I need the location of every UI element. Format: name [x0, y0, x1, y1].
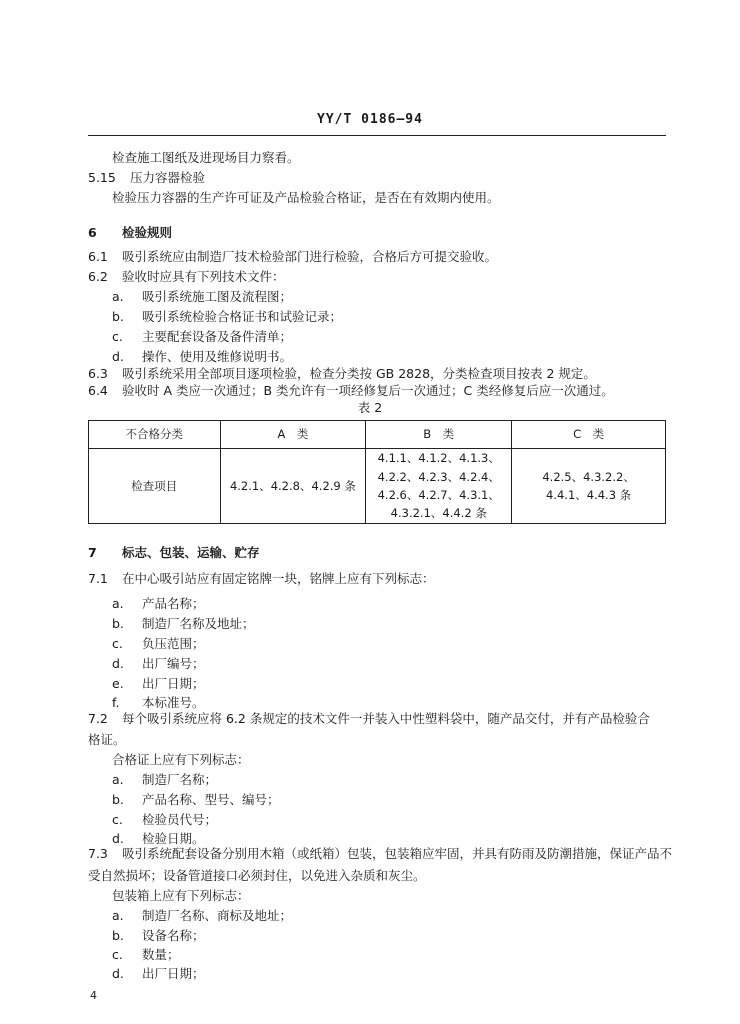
clause-number: 6.1 — [88, 249, 108, 264]
list-text: 制造厂名称及地址； — [142, 616, 255, 631]
clause-7-2-continuation: 格证。 — [88, 732, 126, 747]
list-label: b. — [112, 792, 124, 807]
list-item — [112, 351, 292, 364]
clause-6-1 — [88, 251, 497, 264]
cell-line: 4.2.2、4.2.3、4.2.4、 — [377, 469, 500, 484]
list-text: 出厂编号； — [142, 656, 205, 671]
list-text: 负压范围； — [142, 636, 205, 651]
cell-line: 4.1.1、4.1.2、4.1.3、 — [377, 451, 500, 466]
list-item — [112, 311, 342, 324]
list-item — [112, 618, 255, 631]
clause-7-2-lead: 合格证上应有下列标志： — [112, 752, 250, 767]
list-text: 制造厂名称； — [142, 772, 218, 787]
clause-5-15-heading — [88, 172, 205, 185]
list-item — [112, 331, 292, 344]
clause-7-3-lead: 包装箱上应有下列标志： — [112, 888, 250, 903]
list-label: c. — [112, 329, 123, 344]
clause-text: 在中心吸引站应有固定铭牌一块，铭牌上应有下列标志： — [122, 571, 435, 586]
list-text: 制造厂名称、商标及地址； — [142, 908, 293, 923]
header-cell-category: 不合格分类 — [89, 421, 221, 449]
table-header-row — [89, 421, 666, 449]
cell-line: 4.2.5、4.3.2.2、 — [542, 469, 635, 484]
list-text: 产品名称、型号、编号； — [142, 792, 280, 807]
list-label: a. — [112, 596, 124, 611]
list-label: d. — [112, 349, 124, 364]
list-label: e. — [112, 676, 124, 691]
list-item — [112, 658, 205, 671]
clause-text: 吸引系统采用全部项目逐项检验，检查分类按 GB 2828，分类检查项目按表 2 规定。 — [122, 366, 596, 381]
section-6-heading — [88, 227, 172, 240]
clause-5-15-text: 检验压力容器的生产许可证及产品检验合格证，是否在有效期内使用。 — [112, 190, 500, 205]
header-cell-c: C 类 — [512, 421, 666, 449]
list-text: 主要配套设备及备件清单； — [142, 329, 293, 344]
list-text: 出厂日期； — [142, 676, 205, 691]
continuation-line: 检查施工图纸及进现场目力察看。 — [112, 150, 300, 165]
cell-a: 4.2.1、4.2.8、4.2.9 条 — [220, 449, 366, 524]
section-number: 6 — [88, 225, 97, 240]
list-text: 本标准号。 — [142, 695, 205, 710]
list-item — [112, 774, 217, 787]
clause-number: 5.15 — [88, 170, 116, 185]
list-item — [112, 910, 292, 923]
list-item — [112, 968, 205, 981]
list-item — [112, 697, 205, 710]
list-item — [112, 638, 205, 651]
page-number: 4 — [90, 989, 97, 1002]
header-cell-a: A 类 — [220, 421, 366, 449]
list-label: a. — [112, 289, 124, 304]
cell-b — [366, 449, 512, 524]
list-text: 操作、使用及维修说明书。 — [142, 349, 293, 364]
list-label: c. — [112, 947, 123, 962]
list-label: a. — [112, 772, 124, 787]
list-text: 检验日期。 — [142, 831, 205, 846]
row-label-cell: 检查项目 — [89, 449, 221, 524]
list-text: 吸引系统施工图及流程图； — [142, 289, 293, 304]
list-text: 吸引系统检验合格证书和试验记录； — [142, 309, 343, 324]
cell-c — [512, 449, 666, 524]
clause-title: 压力容器检验 — [130, 170, 206, 185]
clause-text: 每个吸引系统应将 6.2 条规定的技术文件一并装入中性塑料袋中，随产品交付，并有产品检验合 — [122, 711, 650, 726]
list-text: 检验员代号； — [142, 812, 218, 827]
list-item — [112, 291, 292, 304]
clause-number: 7.2 — [88, 711, 108, 726]
list-label: c. — [112, 636, 123, 651]
list-text: 数量； — [142, 947, 180, 962]
clause-text: 验收时 A 类应一次通过；B 类允许有一项经修复后一次通过；C 类经修复后应一次通过。 — [122, 383, 614, 398]
cell-line: 4.3.2.1、4.4.2 条 — [390, 506, 487, 521]
section-7-heading — [88, 547, 260, 560]
clause-7-3 — [88, 848, 672, 861]
list-label: a. — [112, 908, 124, 923]
list-item — [112, 678, 205, 691]
clause-number: 6.3 — [88, 366, 108, 381]
list-text: 出厂日期； — [142, 966, 205, 981]
clause-text: 吸引系统应由制造厂技术检验部门进行检验，合格后方可提交验收。 — [122, 249, 498, 264]
cell-line: 4.4.1、4.4.3 条 — [546, 488, 632, 502]
list-label: b. — [112, 928, 124, 943]
clause-number: 6.2 — [88, 269, 108, 284]
clause-number: 7.1 — [88, 571, 108, 586]
list-item — [112, 794, 280, 807]
list-label: b. — [112, 616, 124, 631]
header-cell-b: B 类 — [366, 421, 512, 449]
table-caption: 表 2 — [357, 400, 383, 415]
standard-code-header: YY/T 0186—94 — [317, 112, 423, 127]
clause-7-2 — [88, 713, 650, 726]
section-title: 检验规则 — [122, 225, 173, 240]
list-item — [112, 833, 205, 846]
list-label: d. — [112, 831, 124, 846]
clause-7-3-continuation: 受自然损坏；设备管道接口必须封住，以免进入杂质和灰尘。 — [88, 868, 426, 883]
section-title: 标志、包装、运输、贮存 — [122, 545, 260, 560]
clause-text: 吸引系统配套设备分别用木箱（或纸箱）包装，包装箱应牢固，并具有防雨及防潮措施，保证产品不 — [122, 846, 673, 861]
list-label: d. — [112, 656, 124, 671]
list-label: d. — [112, 966, 124, 981]
list-text: 产品名称； — [142, 596, 205, 611]
list-text: 设备名称； — [142, 928, 205, 943]
list-label: b. — [112, 309, 124, 324]
table-2 — [88, 420, 666, 524]
list-label: f. — [112, 695, 120, 710]
section-number: 7 — [88, 545, 97, 560]
list-item — [112, 930, 205, 943]
clause-6-3 — [88, 368, 596, 381]
cell-line: 4.2.6、4.2.7、4.3.1、 — [377, 488, 500, 502]
clause-6-2 — [88, 271, 285, 284]
clause-number: 6.4 — [88, 383, 108, 398]
list-label: c. — [112, 812, 123, 827]
clause-7-1 — [88, 573, 435, 586]
clause-number: 7.3 — [88, 846, 108, 861]
header-rule — [88, 135, 666, 136]
list-item — [112, 949, 180, 962]
table-row — [89, 449, 666, 524]
clause-text: 验收时应具有下列技术文件： — [122, 269, 285, 284]
list-item — [112, 814, 217, 827]
list-item — [112, 598, 205, 611]
clause-6-4 — [88, 385, 614, 398]
